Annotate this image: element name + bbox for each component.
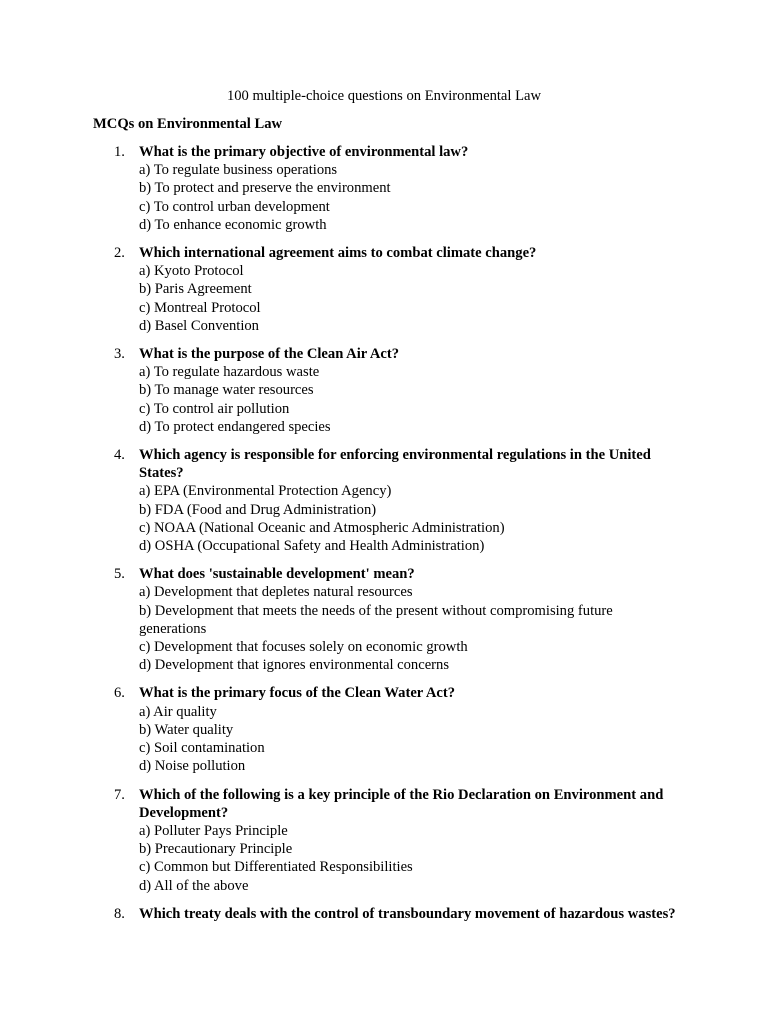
question-text: What is the primary focus of the Clean Water Act? — [139, 685, 456, 702]
question-number: 2. — [114, 245, 125, 262]
answer-option: b) Precautionary Principle — [139, 841, 293, 858]
answer-option: b) FDA (Food and Drug Administration) — [139, 501, 377, 518]
answer-option: b) To manage water resources — [139, 382, 314, 399]
answer-option: c) Common but Differentiated Responsibilities — [139, 859, 413, 876]
answer-options — [139, 583, 678, 674]
question-item — [0, 905, 768, 923]
question-text: What does 'sustainable development' mean? — [139, 566, 415, 583]
answer-option: a) Development that depletes natural resources — [139, 584, 413, 601]
answer-options — [139, 262, 678, 335]
answer-option: c) Soil contamination — [139, 740, 265, 757]
answer-option: a) To regulate business operations — [139, 162, 338, 179]
answer-option: a) Air quality — [139, 703, 217, 720]
question-item — [0, 446, 768, 555]
question-item — [0, 143, 768, 234]
question-number: 6. — [114, 685, 125, 702]
answer-options — [139, 363, 678, 436]
answer-option: d) Development that ignores environmental concerns — [139, 657, 450, 674]
question-item — [0, 345, 768, 436]
answer-option: c) Montreal Protocol — [139, 299, 261, 316]
answer-option: b) To protect and preserve the environment — [139, 180, 391, 197]
answer-option: a) Kyoto Protocol — [139, 263, 244, 280]
answer-option: d) Noise pollution — [139, 758, 246, 775]
answer-option: c) Development that focuses solely on economic growth — [139, 639, 468, 656]
question-item — [0, 786, 768, 895]
answer-option: d) OSHA (Occupational Safety and Health Administration) — [139, 538, 485, 555]
answer-option: b) Paris Agreement — [139, 281, 252, 298]
answer-option: a) Polluter Pays Principle — [139, 822, 288, 839]
question-text: What is the primary objective of environmental law? — [139, 144, 469, 160]
question-item — [0, 684, 768, 775]
answer-options — [139, 161, 678, 234]
answer-option: d) To protect endangered species — [139, 418, 331, 435]
question-text: Which agency is responsible for enforcing environmental regulations in the United States? — [139, 447, 651, 482]
question-text: Which international agreement aims to combat climate change? — [139, 245, 537, 262]
question-item — [0, 565, 768, 674]
answer-option: d) Basel Convention — [139, 317, 259, 334]
answer-option: c) To control urban development — [139, 198, 330, 215]
answer-option: c) NOAA (National Oceanic and Atmospheric Administration) — [139, 519, 505, 536]
answer-option: d) All of the above — [139, 877, 249, 894]
answer-options — [139, 482, 678, 555]
answer-option: c) To control air pollution — [139, 400, 290, 417]
question-number: 1. — [114, 144, 125, 160]
answer-option: d) To enhance economic growth — [139, 216, 327, 233]
question-list — [0, 143, 768, 933]
question-number: 4. — [114, 447, 125, 464]
question-text: Which treaty deals with the control of transboundary movement of hazardous wastes? — [139, 905, 676, 922]
answer-option: b) Water quality — [139, 721, 234, 738]
question-number: 3. — [114, 346, 125, 363]
section-heading: MCQs on Environmental Law — [93, 116, 283, 132]
question-item — [0, 244, 768, 335]
question-text: Which of the following is a key principle of the Rio Declaration on Environment and Development? — [139, 786, 664, 821]
document-title: 100 multiple-choice questions on Environmental Law — [226, 88, 542, 104]
answer-option: a) To regulate hazardous waste — [139, 364, 320, 381]
question-number: 7. — [114, 786, 125, 803]
answer-option: b) Development that meets the needs of the present without compromising future generations — [139, 602, 613, 637]
answer-option: a) EPA (Environmental Protection Agency) — [139, 483, 392, 500]
question-number: 5. — [114, 566, 125, 583]
answer-options — [139, 822, 678, 895]
question-text: What is the purpose of the Clean Air Act? — [139, 346, 399, 363]
question-number: 8. — [114, 905, 125, 922]
answer-options — [139, 703, 678, 776]
